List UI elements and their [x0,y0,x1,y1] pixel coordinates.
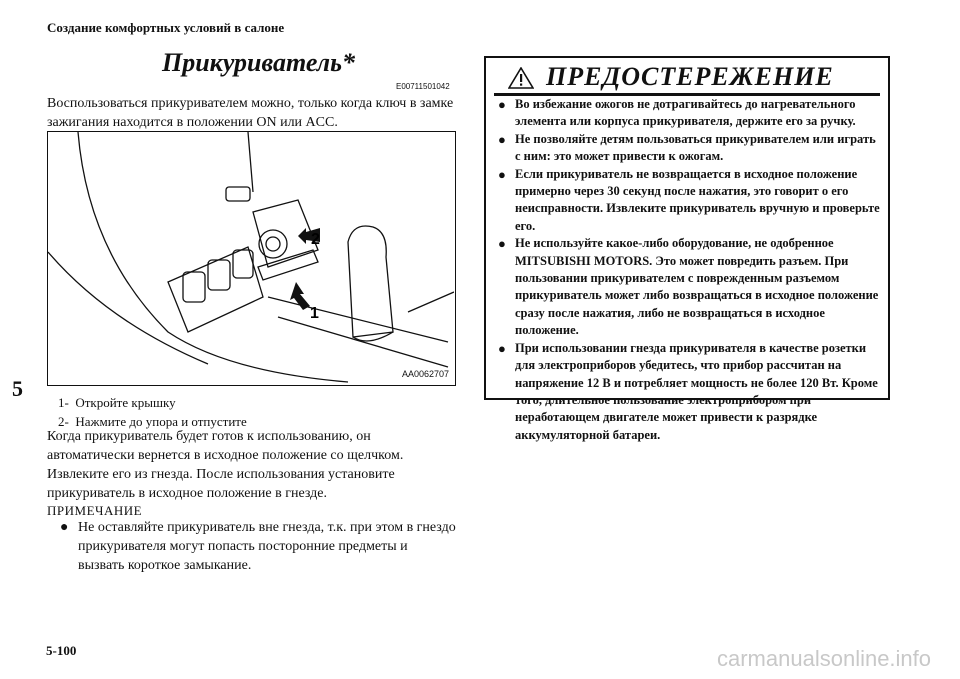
steps-list [58,393,247,431]
callout-2: 2 [311,231,320,248]
warning-item: ● Не позволяйте детям пользоваться прикуривателем или играть с ним: это может привести к ожогам. [498,131,876,164]
warning-header [494,61,880,96]
bullet-icon: ● [498,166,506,182]
note-item: ● Не оставляйте прикуриватель вне гнезда, т.к. при этом в гнездо прикуривателя могут попасть посторонние предметы и вызвать короткое замыкание. [60,520,456,573]
bullet-icon: ● [498,236,506,252]
bullet-icon: ● [60,520,69,535]
document-code: E00711501042 [396,82,450,91]
page-title: Прикуриватель* [162,48,355,77]
warning-title: ПРЕДОСТЕРЕЖЕНИЕ [546,62,834,91]
warning-item: ● Во избежание ожогов не дотрагивайтесь до нагревательного элемента или корпуса прикуривателя, держите его за ручку. [498,97,856,129]
figure-label: AA0062707 [401,369,449,379]
watermark: carmanualsonline.info [717,646,932,671]
warning-item: ● При использовании гнезда прикуривателя в качестве розетки для электроприборов убедитесь, что прибор рассчитан на напряжение 12 В и потребляет мощность не более 120 Вт. Кроме того, длительное пользование электроприбором при неработающем двигателе может привести к разрядке аккумуляторной батареи. [498,340,878,442]
body-paragraph: Когда прикуриватель будет готов к использованию, он автоматически вернется в исходное положение со щелчком. Извлеките его из гнезда. После использования установите прикуриватель в исходное положение в гнезде. [47,429,404,501]
page-number: 5-100 [46,643,77,658]
warning-box [484,56,890,442]
chapter-number: 5 [12,376,23,401]
section-header: Создание комфортных условий в салоне [47,20,285,35]
callout-1: 1 [310,305,319,322]
intro-paragraph: Воспользоваться прикуривателем можно, только когда ключ в замке зажигания находится в положении ON или ACC. [47,96,454,130]
bullet-icon: ● [498,97,506,112]
note-title: ПРИМЕЧАНИЕ [47,503,143,518]
cigarette-lighter-figure [47,131,456,386]
chapter-tab [0,371,35,407]
warning-item: ● Если прикуриватель не возвращается в исходное положение примерно через 30 секунд после нажатия, это говорит о его неисправности. Извлеките прикуриватель вручную и проверьте его. [498,166,880,233]
warning-triangle-icon [508,67,534,89]
console-illustration [48,132,454,384]
bullet-icon: ● [498,340,506,356]
step-item: 1- Откройте крышку [58,395,176,410]
warning-list [498,96,880,444]
step-item: 2- Нажмите до упора и отпустите [58,414,247,429]
bullet-icon: ● [498,131,506,147]
warning-item: ● Не используйте какое-либо оборудование, не одобренное MITSUBISHI MOTORS. Это может повредить разъем. При пользовании прикуривателем с поврежденным разъемом прикуриватель может либо возвращаться в исходное положение сразу после нажатия, либо не возвращаться в исходное положение. [498,236,879,338]
